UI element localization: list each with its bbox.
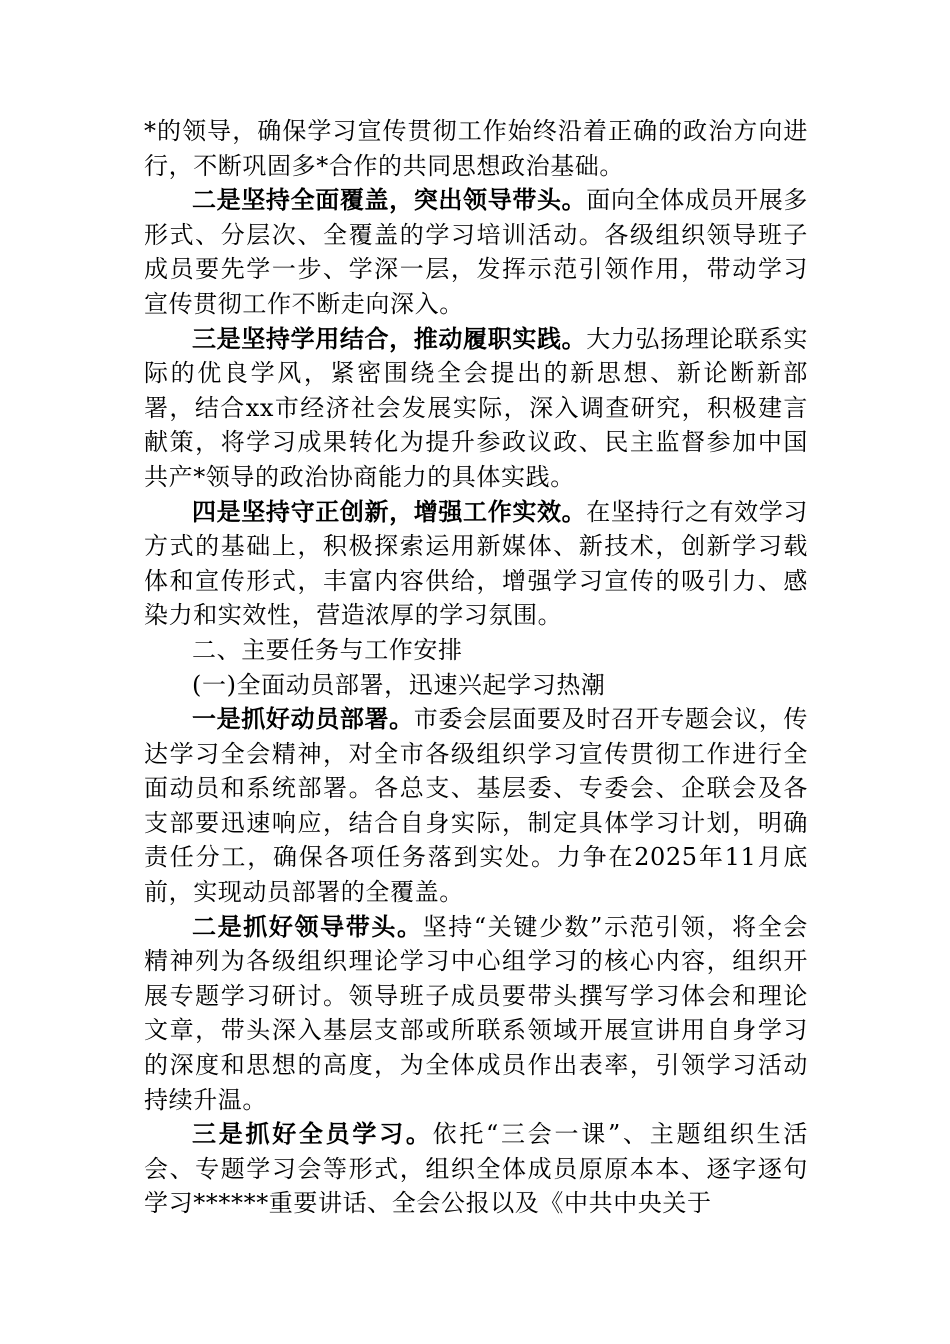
- document-page: [144, 114, 808, 1221]
- paragraph-7-lead: 三是抓好全员学习。: [192, 1119, 433, 1149]
- paragraph-6-text: 坚持“关键少数”示范引领，将全会精神列为各级组织理论学习中心组学习的核心内容，组织开展专题学习研讨。领导班子成员要带头撰写学习体会和理论文章，带头深入基层支部或所联系领域开展宣讲用自身学习的深度和思想的高度，为全体成员作出表率，引领学习活动持续升温。: [144, 912, 808, 1114]
- paragraph-6: [144, 910, 808, 1118]
- paragraph-5: [144, 702, 808, 910]
- paragraph-7: [144, 1117, 808, 1221]
- paragraph-1-text: *的领导，确保学习宣传贯彻工作始终沿着正确的政治方向进行，不断巩固多*合作的共同思想政治基础。: [144, 117, 808, 180]
- paragraph-4: [144, 495, 808, 633]
- paragraph-2-text: 面向全体成员开展多形式、分层次、全覆盖的学习培训活动。各级组织领导班子成员要先学一步、学深一层，发挥示范引领作用，带动学习宣传贯彻工作不断走向深入。: [144, 186, 808, 318]
- paragraph-3-text: 大力弘扬理论联系实际的优良学风，紧密围绕全会提出的新思想、新论断新部署，结合xx市经济社会发展实际，深入调查研究，积极建言献策，将学习成果转化为提升参政议政、民主监督参加中国共产*领导的政治协商能力的具体实践。: [144, 324, 808, 491]
- paragraph-3-lead: 三是坚持学用结合，推动履职实践。: [192, 323, 587, 353]
- paragraph-5-text: 市委会层面要及时召开专题会议，传达学习全会精神，对全市各级组织学习宣传贯彻工作进行全面动员和系统部署。各总支、基层委、专委会、企联会及各支部要迅速响应，结合自身实际，制定具体学习计划，明确责任分工，确保各项任务落到实处。力争在2025年11月底前，实现动员部署的全覆盖。: [144, 705, 808, 907]
- paragraph-2-lead: 二是坚持全面覆盖，突出领导带头。: [192, 185, 587, 215]
- paragraph-3: [144, 322, 808, 495]
- paragraph-5-lead: 一是抓好动员部署。: [192, 704, 414, 734]
- section-heading: 二、主要任务与工作安排: [192, 635, 463, 664]
- paragraph-2: [144, 183, 808, 321]
- paragraph-1: [144, 114, 808, 183]
- paragraph-4-text: 在坚持行之有效学习方式的基础上，积极探索运用新媒体、新技术，创新学习载体和宣传形式，丰富内容供给，增强学习宣传的吸引力、感染力和实效性，营造浓厚的学习氛围。: [144, 497, 808, 630]
- paragraph-4-lead: 四是坚持守正创新，增强工作实效。: [192, 496, 587, 526]
- paragraph-7-text: 依托“三会一课”、主题组织生活会、专题学习会等形式，组织全体成员原原本本、逐字逐句学习******重要讲话、全会公报以及《中共中央关于: [144, 1120, 808, 1218]
- paragraph-6-lead: 二是抓好领导带头。: [192, 911, 423, 941]
- sub-heading: (一)全面动员部署，迅速兴起学习热潮: [192, 670, 606, 699]
